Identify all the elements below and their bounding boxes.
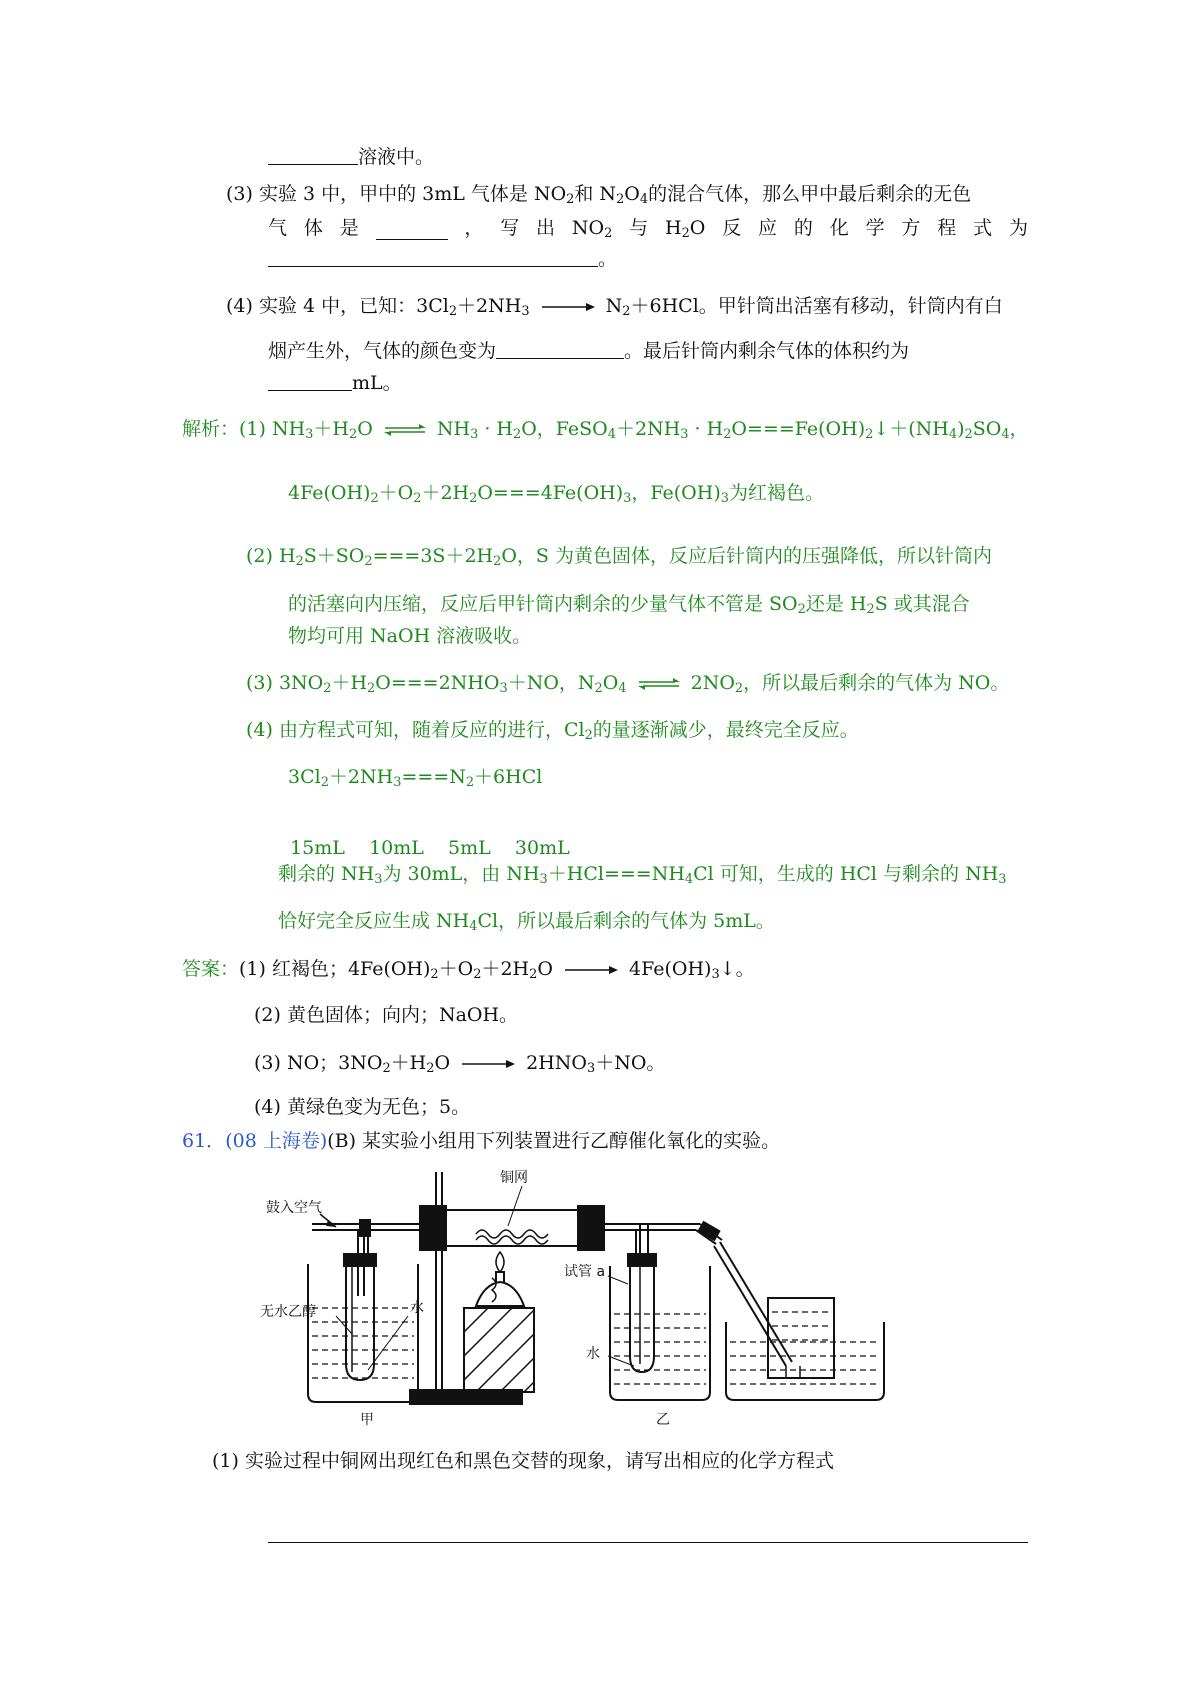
q3-line1: (3) 实验 3 中，甲中的 3mL 气体是 $NO_2$和 $N_2O_4$的混合气体，那么甲中最后剩余的无色 xyxy=(226,183,972,208)
question-number: 61． xyxy=(182,1130,226,1152)
answer-blank[interactable] xyxy=(268,266,598,267)
q4-line3: mL。 xyxy=(268,372,402,395)
answer-line[interactable] xyxy=(268,1542,1028,1543)
analysis-p1-line2: $4Fe(OH)_2+O_2+2H_2O===4Fe(OH)_3$，$Fe(OH)_3$为红褐色。 xyxy=(288,482,824,507)
analysis-conclusion: 恰好完全反应生成 $NH_4Cl$，所以最后剩余的气体为 5mL。 xyxy=(278,910,775,935)
equilibrium-arrow-icon xyxy=(383,424,427,436)
reaction-arrow-icon xyxy=(540,301,596,313)
answer-2: (2) 黄色固体；向内；NaOH。 xyxy=(254,1004,519,1026)
reaction-arrow-icon xyxy=(460,1058,516,1070)
analysis-p2-line3: 物均可用 NaOH 溶液吸收。 xyxy=(288,625,532,647)
q4-line2: 烟产生外，气体的颜色变为 。最后针筒内剩余气体的体积约为 xyxy=(268,340,910,362)
analysis-p1: 解析：(1) $NH_3+H_2O$ $NH_3 \cdot H_2O$，$FeSO_4+2NH_3$ · $H_2O===Fe(OH)_2↓+(NH_4)_2SO_4$， xyxy=(182,418,1029,443)
q3-line2: 气 体 是 ， 写 出 $NO_2$ 与 $H_2O$ 反 应 的 化 学 方 程 式 为 xyxy=(268,217,1028,242)
question-source: (08 上海卷) xyxy=(225,1130,328,1152)
label-anhydrous-ethanol: 无水乙醇 xyxy=(260,1304,316,1320)
q61-sub1: (1) 实验过程中铜网出现红色和黑色交替的现象，请写出相应的化学方程式 xyxy=(212,1450,834,1472)
label-yi: 乙 xyxy=(656,1412,670,1428)
answer-blank[interactable] xyxy=(376,217,448,240)
label-air-inlet: 鼓入空气 xyxy=(266,1200,322,1216)
answer-blank[interactable] xyxy=(496,358,624,359)
q4-line1: (4) 实验 4 中，已知：$3Cl_2+2NH_3$ $N_2+6HCl$。甲针筒出活塞有移动，针筒内有白 xyxy=(226,295,1003,320)
answer-blank[interactable] xyxy=(268,390,352,391)
reaction-arrow-icon xyxy=(563,964,619,976)
apparatus-diagram xyxy=(260,1166,960,1428)
answer-1: 答案：(1) 红褐色；$4Fe(OH)_2+O_2+2H_2O$ $4Fe(OH)_3↓$。 xyxy=(182,958,755,983)
answer-3: (3) NO；$3NO_2+H_2O$ $2HNO_3+NO$。 xyxy=(254,1052,666,1077)
label-copper-mesh: 铜网 xyxy=(500,1170,528,1186)
label-water-2: 水 xyxy=(586,1346,600,1362)
analysis-p3: (3) $3NO_2+H_2O===2NHO_3+NO$，$N_2O_4$ $2NO_2$，所以最后剩余的气体为 NO。 xyxy=(246,672,1010,697)
analysis-equation: $3Cl_2+2NH_3===N_2+6HCl$ xyxy=(288,766,543,791)
analysis-volumes: 15mL 10mL 5mL 30mL xyxy=(290,836,570,859)
q2-continuation: 溶液中。 xyxy=(268,146,434,169)
label-water-1: 水 xyxy=(410,1300,424,1316)
analysis-p2: (2) $H_2S+SO_2===3S+2H_2O$，S 为黄色固体，反应后针筒内的压强降低，所以针筒内 xyxy=(246,545,992,570)
analysis-p2-line2: 的活塞向内压缩，反应后甲针筒内剩余的少量气体不管是 $SO_2$还是 $H_2S$ 或其混合 xyxy=(288,593,970,618)
answer-blank[interactable] xyxy=(268,164,358,165)
q61-header: 61．(08 上海卷)(B) 某实验小组用下列装置进行乙醇催化氧化的实验。 xyxy=(182,1130,781,1152)
analysis-remaining: 剩余的 $NH_3$为 30mL，由 $NH_3+HCl===NH_4Cl$ 可知，生成的 HCl 与剩余的 $NH_3$ xyxy=(278,863,1007,888)
label-test-tube-a: 试管 a xyxy=(564,1264,606,1280)
equilibrium-arrow-icon xyxy=(637,678,681,690)
q3-line3: 。 xyxy=(268,248,617,271)
label-jia: 甲 xyxy=(360,1412,374,1428)
answer-4: (4) 黄绿色变为无色；5。 xyxy=(254,1096,471,1118)
analysis-p4: (4) 由方程式可知，随着反应的进行，$Cl_2$的量逐渐减少，最终完全反应。 xyxy=(246,719,859,744)
